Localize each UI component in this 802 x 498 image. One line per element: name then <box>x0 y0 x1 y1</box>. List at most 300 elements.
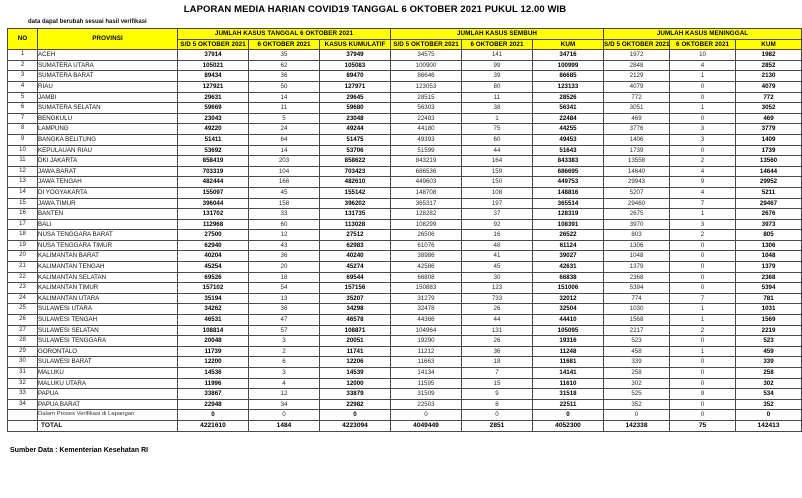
cell-s-sd5: 123053 <box>391 81 462 92</box>
cell-k-sd5: 51411 <box>178 134 249 145</box>
cell-s-6: 11 <box>462 92 533 103</box>
column-group-kasus: JUMLAH KASUS TANGGAL 6 OKTOBER 2021 <box>178 29 391 40</box>
row-number: 23 <box>8 283 38 294</box>
cell-m-sd5: 2368 <box>604 272 670 283</box>
cell-k-6: 14 <box>249 92 320 103</box>
cell-k-kum: 482610 <box>320 177 391 188</box>
cell-m-kum: 0 <box>736 410 802 421</box>
column-header-kasus-6okt: 6 OKTOBER 2021 <box>249 39 320 50</box>
cell-k-sd5: 49220 <box>178 124 249 135</box>
cell-m-sd5: 3051 <box>604 103 670 114</box>
cell-k-sd5: 45254 <box>178 262 249 273</box>
cell-m-sd5: 1030 <box>604 304 670 315</box>
cell-m-kum: 2219 <box>736 325 802 336</box>
row-number: 31 <box>8 368 38 379</box>
cell-m-sd5: 302 <box>604 378 670 389</box>
row-number: 32 <box>8 378 38 389</box>
cell-m-6: 0 <box>670 368 736 379</box>
cell-m-kum: 3779 <box>736 124 802 135</box>
cell-s-6: 39 <box>462 71 533 82</box>
table-row <box>8 219 802 230</box>
cell-s-sd5: 32478 <box>391 304 462 315</box>
cell-s-kum: 51643 <box>533 145 604 156</box>
cell-m-kum: 5394 <box>736 283 802 294</box>
province-name: JAWA TENGAH <box>38 177 178 188</box>
table-row <box>8 134 802 145</box>
cell-s-kum: 11610 <box>533 378 604 389</box>
cell-s-6: 41 <box>462 251 533 262</box>
cell-m-6: 2 <box>670 230 736 241</box>
cell-k-6: 158 <box>249 198 320 209</box>
cell-m-6: 9 <box>670 177 736 188</box>
cell-k-sd5: 35194 <box>178 293 249 304</box>
table-body <box>8 50 802 431</box>
cell-k-kum: 59680 <box>320 103 391 114</box>
cell-s-sd5: 128282 <box>391 209 462 220</box>
cell-m-6: 4 <box>670 187 736 198</box>
cell-s-6: 44 <box>462 315 533 326</box>
cell-m-sd5: 1972 <box>604 50 670 61</box>
cell-k-6: 3 <box>249 368 320 379</box>
cell-m-kum: 534 <box>736 389 802 400</box>
table-row <box>8 103 802 114</box>
cell-s-sd5: 49393 <box>391 134 462 145</box>
cell-m-6: 1 <box>670 103 736 114</box>
cell-m-kum: 352 <box>736 399 802 410</box>
cell-s-6: 141 <box>462 50 533 61</box>
cell-m-sd5: 1568 <box>604 315 670 326</box>
cell-m-sd5: 523 <box>604 336 670 347</box>
column-group-sembuh: JUMLAH KASUS SEMBUH <box>391 29 604 40</box>
cell-m-sd5: 2675 <box>604 209 670 220</box>
cell-k-kum: 858622 <box>320 156 391 167</box>
cell-m-kum: 3052 <box>736 103 802 114</box>
total-s-sd5: 4049449 <box>391 420 462 431</box>
cell-k-6: 54 <box>249 283 320 294</box>
cell-s-sd5: 686536 <box>391 166 462 177</box>
cell-k-6: 36 <box>249 71 320 82</box>
row-number: 4 <box>8 81 38 92</box>
cell-k-sd5: 0 <box>178 410 249 421</box>
cell-k-kum: 34298 <box>320 304 391 315</box>
cell-s-sd5: 51599 <box>391 145 462 156</box>
cell-s-6: 80 <box>462 81 533 92</box>
page-subtitle: data dapat berubah sesuai hasil verifikasi <box>28 19 147 25</box>
cell-k-6: 35 <box>249 50 320 61</box>
total-s-6: 2851 <box>462 420 533 431</box>
cell-m-6: 2 <box>670 156 736 167</box>
row-number: 2 <box>8 60 38 71</box>
province-name: PAPUA <box>38 389 178 400</box>
cell-s-6: 7 <box>462 368 533 379</box>
cell-k-6: 5 <box>249 113 320 124</box>
cell-m-6: 0 <box>670 113 736 124</box>
total-k-6: 1484 <box>249 420 320 431</box>
cell-s-6: 45 <box>462 262 533 273</box>
cell-m-6: 0 <box>670 81 736 92</box>
cell-m-6: 0 <box>670 262 736 273</box>
cell-k-6: 18 <box>249 272 320 283</box>
cell-m-kum: 2676 <box>736 209 802 220</box>
table-row <box>8 251 802 262</box>
cell-m-6: 0 <box>670 272 736 283</box>
cell-s-kum: 28526 <box>533 92 604 103</box>
cell-k-kum: 12000 <box>320 378 391 389</box>
cell-m-sd5: 4079 <box>604 81 670 92</box>
cell-m-kum: 3973 <box>736 219 802 230</box>
table-row <box>8 293 802 304</box>
cell-s-6: 75 <box>462 124 533 135</box>
cell-m-kum: 4079 <box>736 81 802 92</box>
row-number: 1 <box>8 50 38 61</box>
cell-k-sd5: 29631 <box>178 92 249 103</box>
cell-m-6: 9 <box>670 389 736 400</box>
cell-m-6: 0 <box>670 357 736 368</box>
table-row <box>8 336 802 347</box>
table-header <box>8 29 802 50</box>
cell-k-sd5: 62940 <box>178 240 249 251</box>
row-number: 21 <box>8 262 38 273</box>
cell-s-sd5: 365317 <box>391 198 462 209</box>
cell-k-kum: 14539 <box>320 368 391 379</box>
cell-m-kum: 2368 <box>736 272 802 283</box>
province-name: SULAWESI BARAT <box>38 357 178 368</box>
cell-s-6: 36 <box>462 346 533 357</box>
cell-s-sd5: 61076 <box>391 240 462 251</box>
cell-s-kum: 61124 <box>533 240 604 251</box>
cell-m-sd5: 14640 <box>604 166 670 177</box>
cell-m-6: 3 <box>670 124 736 135</box>
cell-s-kum: 39027 <box>533 251 604 262</box>
table-row <box>8 113 802 124</box>
cell-k-kum: 23048 <box>320 113 391 124</box>
province-name: RIAU <box>38 81 178 92</box>
cell-s-kum: 49453 <box>533 134 604 145</box>
cell-m-sd5: 1048 <box>604 251 670 262</box>
cell-m-kum: 339 <box>736 357 802 368</box>
cell-s-6: 150 <box>462 177 533 188</box>
cell-m-kum: 1379 <box>736 262 802 273</box>
row-number: 24 <box>8 293 38 304</box>
cell-k-sd5: 69526 <box>178 272 249 283</box>
table-row <box>8 378 802 389</box>
province-name: KALIMANTAN SELATAN <box>38 272 178 283</box>
province-name: PAPUA BARAT <box>38 399 178 410</box>
cell-k-6: 3 <box>249 336 320 347</box>
province-name: LAMPUNG <box>38 124 178 135</box>
table-row <box>8 325 802 336</box>
row-number: 17 <box>8 219 38 230</box>
cell-m-kum: 459 <box>736 346 802 357</box>
cell-s-kum: 151006 <box>533 283 604 294</box>
cell-k-sd5: 46531 <box>178 315 249 326</box>
cell-k-kum: 46578 <box>320 315 391 326</box>
cell-m-6: 1 <box>670 315 736 326</box>
cell-s-kum: 32012 <box>533 293 604 304</box>
cell-k-sd5: 131702 <box>178 209 249 220</box>
cell-s-kum: 34716 <box>533 50 604 61</box>
province-name: KEPULAUAN RIAU <box>38 145 178 156</box>
cell-s-sd5: 56303 <box>391 103 462 114</box>
cell-m-6: 0 <box>670 283 736 294</box>
table-total-row <box>8 420 802 431</box>
cell-k-6: 6 <box>249 357 320 368</box>
cell-m-6: 3 <box>670 134 736 145</box>
cell-m-6: 0 <box>670 145 736 156</box>
cell-m-kum: 302 <box>736 378 802 389</box>
row-number: 20 <box>8 251 38 262</box>
cell-s-kum: 11248 <box>533 346 604 357</box>
table-row <box>8 410 802 421</box>
cell-m-sd5: 1379 <box>604 262 670 273</box>
cell-k-6: 14 <box>249 145 320 156</box>
cell-m-sd5: 469 <box>604 113 670 124</box>
cell-s-6: 108 <box>462 187 533 198</box>
cell-k-6: 50 <box>249 81 320 92</box>
column-header-meninggal-6okt: 6 OKTOBER 2021 <box>670 39 736 50</box>
cell-k-kum: 127971 <box>320 81 391 92</box>
cell-m-sd5: 13558 <box>604 156 670 167</box>
cell-s-sd5: 19290 <box>391 336 462 347</box>
province-name: BALI <box>38 219 178 230</box>
cell-s-sd5: 148708 <box>391 187 462 198</box>
cell-k-kum: 396202 <box>320 198 391 209</box>
cell-k-kum: 53706 <box>320 145 391 156</box>
cell-k-sd5: 858419 <box>178 156 249 167</box>
total-m-6: 75 <box>670 420 736 431</box>
cell-s-sd5: 66808 <box>391 272 462 283</box>
cell-s-kum: 148816 <box>533 187 604 198</box>
table-row <box>8 368 802 379</box>
table-row <box>8 187 802 198</box>
table-row <box>8 92 802 103</box>
province-name: BANTEN <box>38 209 178 220</box>
province-name: MALUKU UTARA <box>38 378 178 389</box>
province-name: SUMATERA UTARA <box>38 60 178 71</box>
table-row <box>8 304 802 315</box>
cell-k-sd5: 105021 <box>178 60 249 71</box>
cell-k-sd5: 33867 <box>178 389 249 400</box>
column-group-meninggal: JUMLAH KASUS MENINGGAL <box>604 29 802 40</box>
cell-s-sd5: 28515 <box>391 92 462 103</box>
cell-m-6: 4 <box>670 60 736 71</box>
column-header-meninggal-sd5: S/D 5 OKTOBER 2021 <box>604 39 670 50</box>
row-number: 25 <box>8 304 38 315</box>
cell-m-kum: 1739 <box>736 145 802 156</box>
cell-m-kum: 772 <box>736 92 802 103</box>
table-row <box>8 283 802 294</box>
covid-report-table <box>7 28 802 432</box>
table-row <box>8 81 802 92</box>
cell-s-kum: 26522 <box>533 230 604 241</box>
cell-s-kum: 108391 <box>533 219 604 230</box>
table-row <box>8 124 802 135</box>
cell-k-6: 13 <box>249 293 320 304</box>
cell-k-sd5: 11996 <box>178 378 249 389</box>
cell-m-sd5: 29943 <box>604 177 670 188</box>
cell-s-sd5: 31279 <box>391 293 462 304</box>
cell-m-sd5: 458 <box>604 346 670 357</box>
cell-k-6: 11 <box>249 103 320 114</box>
cell-m-sd5: 3970 <box>604 219 670 230</box>
header-group-row <box>8 29 802 40</box>
cell-m-kum: 258 <box>736 368 802 379</box>
cell-k-6: 2 <box>249 346 320 357</box>
row-number <box>8 410 38 421</box>
cell-k-sd5: 703319 <box>178 166 249 177</box>
cell-m-6: 1 <box>670 209 736 220</box>
row-number: 13 <box>8 177 38 188</box>
column-header-sembuh-kum: KUM <box>533 39 604 50</box>
cell-m-sd5: 339 <box>604 357 670 368</box>
table-row <box>8 357 802 368</box>
page-title: LAPORAN MEDIA HARIAN COVID19 TANGGAL 6 OKTOBER 2021 PUKUL 12.00 WIB <box>183 4 567 15</box>
cell-s-kum: 123133 <box>533 81 604 92</box>
province-name: SUMATERA SELATAN <box>38 103 178 114</box>
cell-k-kum: 108871 <box>320 325 391 336</box>
cell-m-6: 7 <box>670 198 736 209</box>
province-name: NUSA TENGGARA BARAT <box>38 230 178 241</box>
cell-m-6: 1 <box>670 304 736 315</box>
province-name: DKI JAKARTA <box>38 156 178 167</box>
cell-s-sd5: 22503 <box>391 399 462 410</box>
table-row <box>8 315 802 326</box>
cell-m-kum: 1409 <box>736 134 802 145</box>
row-number: 15 <box>8 198 38 209</box>
table-row <box>8 71 802 82</box>
cell-k-kum: 12206 <box>320 357 391 368</box>
province-name: Dalam Proses Verifikasi di Lapangan <box>38 410 178 421</box>
cell-m-sd5: 352 <box>604 399 670 410</box>
cell-s-kum: 449753 <box>533 177 604 188</box>
cell-k-sd5: 40204 <box>178 251 249 262</box>
table-row <box>8 177 802 188</box>
cell-k-kum: 11741 <box>320 346 391 357</box>
cell-m-kum: 469 <box>736 113 802 124</box>
cell-m-sd5: 1406 <box>604 134 670 145</box>
column-header-sembuh-6okt: 6 OKTOBER 2021 <box>462 39 533 50</box>
cell-s-kum: 22484 <box>533 113 604 124</box>
cell-k-kum: 113028 <box>320 219 391 230</box>
cell-k-6: 36 <box>249 251 320 262</box>
cell-m-sd5: 2217 <box>604 325 670 336</box>
cell-s-kum: 686695 <box>533 166 604 177</box>
cell-s-sd5: 26506 <box>391 230 462 241</box>
cell-s-kum: 843383 <box>533 156 604 167</box>
cell-s-6: 92 <box>462 219 533 230</box>
cell-s-sd5: 449603 <box>391 177 462 188</box>
cell-k-sd5: 23043 <box>178 113 249 124</box>
cell-k-kum: 105083 <box>320 60 391 71</box>
total-m-sd5: 142338 <box>604 420 670 431</box>
cell-s-kum: 31518 <box>533 389 604 400</box>
cell-s-6: 44 <box>462 145 533 156</box>
cell-k-sd5: 34262 <box>178 304 249 315</box>
cell-m-kum: 1031 <box>736 304 802 315</box>
cell-s-6: 123 <box>462 283 533 294</box>
province-name: JAWA BARAT <box>38 166 178 177</box>
cell-k-kum: 131735 <box>320 209 391 220</box>
table-row <box>8 198 802 209</box>
cell-s-kum: 42631 <box>533 262 604 273</box>
table-row <box>8 145 802 156</box>
cell-s-sd5: 31509 <box>391 389 462 400</box>
cell-k-sd5: 108814 <box>178 325 249 336</box>
cell-s-sd5: 11663 <box>391 357 462 368</box>
cell-s-sd5: 14134 <box>391 368 462 379</box>
column-header-no: NO <box>8 29 38 50</box>
cell-s-6: 48 <box>462 240 533 251</box>
cell-m-6: 0 <box>670 399 736 410</box>
row-number: 34 <box>8 399 38 410</box>
cell-m-kum: 13560 <box>736 156 802 167</box>
cell-k-kum: 45274 <box>320 262 391 273</box>
cell-s-sd5: 44366 <box>391 315 462 326</box>
cell-s-6: 8 <box>462 399 533 410</box>
province-name: GORONTALO <box>38 346 178 357</box>
province-name: BENGKULU <box>38 113 178 124</box>
cell-k-sd5: 59669 <box>178 103 249 114</box>
cell-k-6: 64 <box>249 134 320 145</box>
cell-k-6: 57 <box>249 325 320 336</box>
cell-k-kum: 62983 <box>320 240 391 251</box>
column-header-kasus-sd5: S/D 5 OKTOBER 2021 <box>178 39 249 50</box>
cell-s-kum: 44410 <box>533 315 604 326</box>
source-note: Sumber Data : Kementerian Kesehatan RI <box>10 446 149 454</box>
total-label: TOTAL <box>38 420 178 431</box>
table-row <box>8 240 802 251</box>
cell-k-sd5: 22948 <box>178 399 249 410</box>
cell-m-6: 1 <box>670 71 736 82</box>
cell-k-6: 47 <box>249 315 320 326</box>
cell-m-sd5: 2848 <box>604 60 670 71</box>
province-name: ACEH <box>38 50 178 61</box>
cell-k-kum: 0 <box>320 410 391 421</box>
row-number: 30 <box>8 357 38 368</box>
cell-s-6: 733 <box>462 293 533 304</box>
cell-s-sd5: 86646 <box>391 71 462 82</box>
cell-m-kum: 29952 <box>736 177 802 188</box>
row-number: 28 <box>8 336 38 347</box>
cell-k-6: 45 <box>249 187 320 198</box>
table-row <box>8 230 802 241</box>
cell-s-6: 30 <box>462 272 533 283</box>
cell-k-kum: 22982 <box>320 399 391 410</box>
row-number: 19 <box>8 240 38 251</box>
cell-k-kum: 35207 <box>320 293 391 304</box>
row-number: 29 <box>8 346 38 357</box>
cell-s-kum: 365514 <box>533 198 604 209</box>
column-header-kasus-kumulatif: KASUS KUMULATIF <box>320 39 391 50</box>
row-number: 8 <box>8 124 38 135</box>
cell-k-kum: 29645 <box>320 92 391 103</box>
cell-k-sd5: 89434 <box>178 71 249 82</box>
cell-k-6: 12 <box>249 389 320 400</box>
cell-s-6: 26 <box>462 304 533 315</box>
row-number: 12 <box>8 166 38 177</box>
cell-s-kum: 14141 <box>533 368 604 379</box>
cell-s-6: 60 <box>462 134 533 145</box>
cell-m-kum: 1569 <box>736 315 802 326</box>
cell-m-6: 4 <box>670 166 736 177</box>
cell-m-6: 0 <box>670 92 736 103</box>
province-name: SUMATERA BARAT <box>38 71 178 82</box>
cell-m-kum: 1982 <box>736 50 802 61</box>
cell-s-kum: 0 <box>533 410 604 421</box>
cell-s-sd5: 843219 <box>391 156 462 167</box>
cell-m-6: 3 <box>670 219 736 230</box>
cell-k-kum: 89470 <box>320 71 391 82</box>
